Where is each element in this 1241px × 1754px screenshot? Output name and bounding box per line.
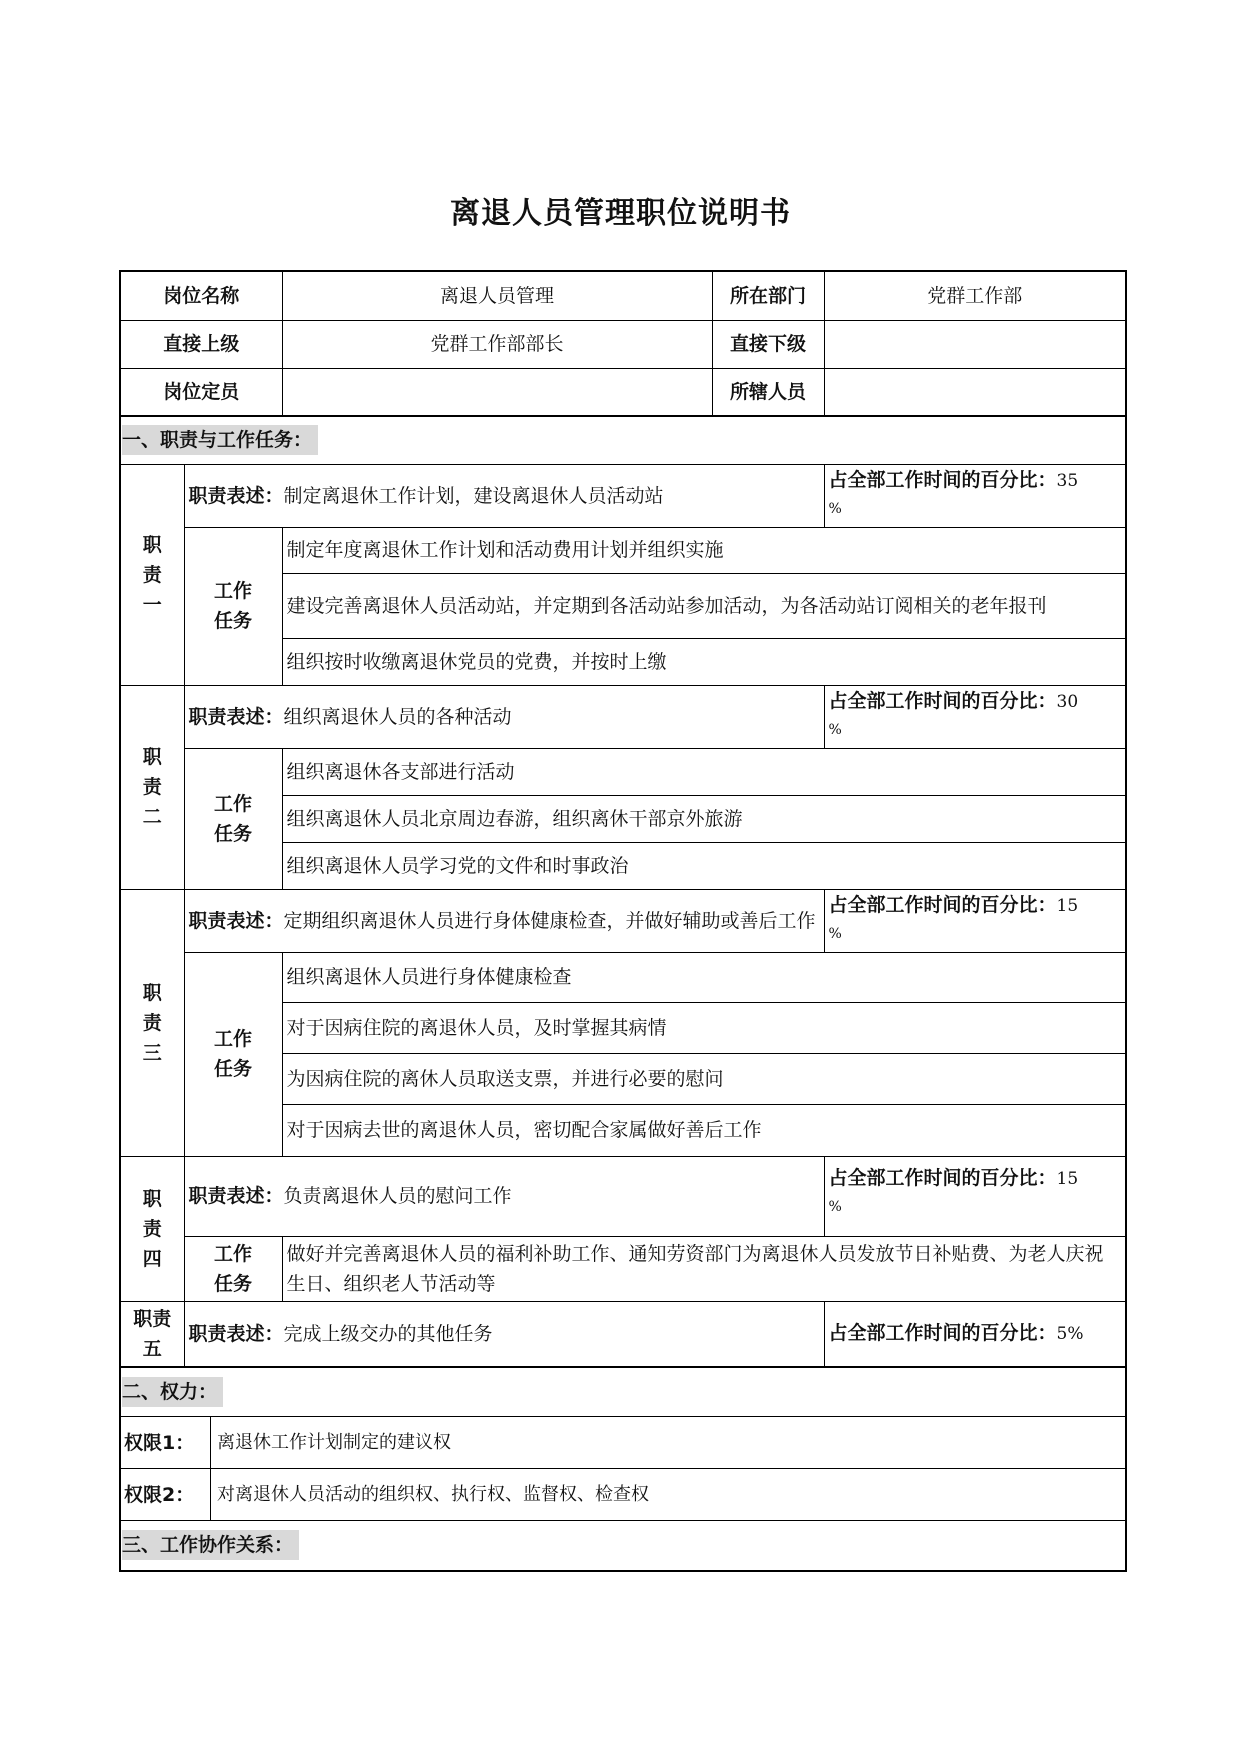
- duty-3-task-2: 对于因病住院的离退休人员，及时掌握其病情: [282, 1002, 1126, 1053]
- position-name-label: 岗位名称: [120, 271, 282, 320]
- headcount-label: 岗位定员: [120, 368, 282, 416]
- duty-2-task-row: [120, 748, 1126, 795]
- right-1-text: 离退休工作计划制定的建议权: [217, 1431, 451, 1453]
- managed-label: 所辖人员: [712, 368, 824, 416]
- duty-2-task-2: 组织离退休人员北京周边春游，组织离休干部京外旅游: [282, 795, 1126, 842]
- duty-1-task-2: 建设完善离退休人员活动站，并定期到各活动站参加活动，为各活动站订阅相关的老年报刊: [282, 573, 1126, 638]
- duty-1-percent: 占全部工作时间的百分比：35 %: [824, 464, 1126, 527]
- header-row-3: [120, 368, 1126, 416]
- right-2-label: 权限2：: [121, 1469, 211, 1520]
- right-2-row: [120, 1469, 1126, 1521]
- subordinate-value: [824, 320, 1126, 368]
- managed-value: [824, 368, 1126, 416]
- duty-1-description: 职责表述：制定离退休工作计划，建设离退休人员活动站: [184, 464, 824, 527]
- duty-2-task-3: 组织离退休人员学习党的文件和时事政治: [282, 842, 1126, 889]
- duty-4-percent: 占全部工作时间的百分比：15 %: [824, 1156, 1126, 1236]
- duty-5-description: 职责表述：完成上级交办的其他任务: [184, 1301, 824, 1367]
- section-2-title: 二、权力：: [122, 1377, 223, 1407]
- section-3-row: [120, 1521, 1126, 1571]
- duty-1-task-row: [120, 527, 1126, 573]
- duty-5-percent: 占全部工作时间的百分比：5%: [824, 1301, 1126, 1367]
- duty-4-task-row: [120, 1236, 1126, 1301]
- duty-4-description: 职责表述：负责离退休人员的慰问工作: [184, 1156, 824, 1236]
- duty-5-name: 职责 五: [120, 1301, 184, 1367]
- subordinate-label: 直接下级: [712, 320, 824, 368]
- duty-3-task-label: 工作 任务: [184, 952, 282, 1156]
- job-description-table: [119, 270, 1127, 1572]
- header-row-1: [120, 271, 1126, 320]
- duty-1-task-3: 组织按时收缴离退休党员的党费，并按时上缴: [282, 638, 1126, 685]
- duty-3-task-1: 组织离退休人员进行身体健康检查: [282, 952, 1126, 1002]
- section-3-title: 三、工作协作关系：: [122, 1530, 299, 1560]
- duty-3-description: 职责表述：定期组织离退休人员进行身体健康检查，并做好辅助或善后工作: [184, 889, 824, 952]
- duty-3-task-3: 为因病住院的离休人员取送支票，并进行必要的慰问: [282, 1053, 1126, 1104]
- duty-3-desc-row: [120, 889, 1126, 952]
- duty-4-desc-row: [120, 1156, 1126, 1236]
- duty-3-name: 职 责 三: [120, 889, 184, 1156]
- duty-4-name: 职 责 四: [120, 1156, 184, 1301]
- duty-4-task-label: 工作 任务: [184, 1236, 282, 1301]
- headcount-value: [282, 368, 712, 416]
- right-2-text: 对离退休人员活动的组织权、执行权、监督权、检查权: [217, 1483, 649, 1505]
- right-1-row: [120, 1417, 1126, 1469]
- duty-4-task-1: 做好并完善离退休人员的福利补助工作、通知劳资部门为离退休人员发放节日补贴费、为老人庆祝生日、组织老人节活动等: [282, 1236, 1126, 1301]
- page-title: 离退人员管理职位说明书: [450, 196, 791, 231]
- duty-3-task-4: 对于因病去世的离退休人员，密切配合家属做好善后工作: [282, 1104, 1126, 1156]
- section-1-row: [120, 416, 1126, 464]
- duty-2-description: 职责表述：组织离退休人员的各种活动: [184, 685, 824, 748]
- duty-5-row: [120, 1301, 1126, 1367]
- duty-2-percent: 占全部工作时间的百分比：30 %: [824, 685, 1126, 748]
- section-2-row: [120, 1367, 1126, 1417]
- superior-label: 直接上级: [120, 320, 282, 368]
- duty-2-name: 职 责 二: [120, 685, 184, 889]
- duty-3-task-row: [120, 952, 1126, 1002]
- duty-2-task-1: 组织离退休各支部进行活动: [282, 748, 1126, 795]
- duty-1-task-1: 制定年度离退休工作计划和活动费用计划并组织实施: [282, 527, 1126, 573]
- duty-2-desc-row: [120, 685, 1126, 748]
- right-1-label: 权限1：: [121, 1417, 211, 1468]
- department-value: 党群工作部: [824, 271, 1126, 320]
- duty-3-percent: 占全部工作时间的百分比：15 %: [824, 889, 1126, 952]
- duty-2-task-label: 工作 任务: [184, 748, 282, 889]
- superior-value: 党群工作部部长: [282, 320, 712, 368]
- position-name-value: 离退人员管理: [282, 271, 712, 320]
- duty-1-task-label: 工作 任务: [184, 527, 282, 685]
- duty-1-name: 职 责 一: [120, 464, 184, 685]
- department-label: 所在部门: [712, 271, 824, 320]
- section-1-title: 一、职责与工作任务：: [122, 425, 318, 455]
- header-row-2: [120, 320, 1126, 368]
- duty-1-desc-row: [120, 464, 1126, 527]
